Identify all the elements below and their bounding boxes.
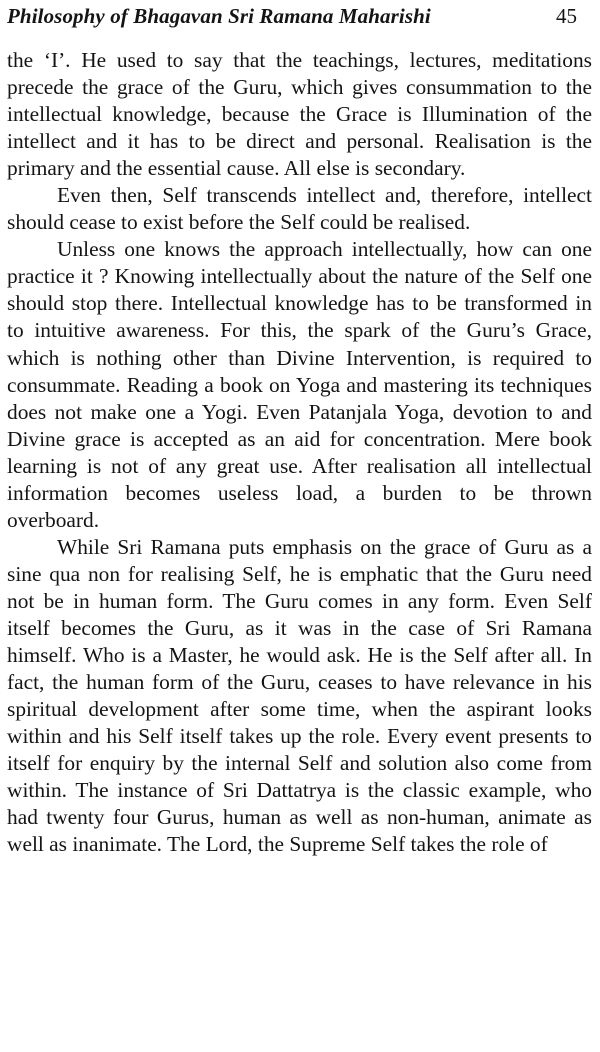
page-header [7, 4, 592, 30]
running-title: Philosophy of Bhagavan Sri Ramana Maharishi [7, 4, 431, 28]
paragraph: Unless one knows the approach intellectually, how can one practice it ? Knowing intellectually about the nature of the Self one should stop there. Intellectual knowledge has to be transformed in to intuitive awareness. For this, the spark of the Guru’s Grace, which is nothing other than Divine Intervention, is required to consummate. Reading a book on Yoga and mastering its techniques does not make one a Yogi. Even Patanjala Yoga, devotion to and Divine grace is accepted as an aid for concentration. Mere book learning is not of any great use. After realisation all intellectual information becomes useless load, a burden to be thrown overboard. [7, 237, 592, 532]
body-text [7, 47, 592, 858]
paragraph: While Sri Ramana puts emphasis on the grace of Guru as a sine qua non for realising Self, he is emphatic that the Guru need not be in human form. The Guru comes in any form. Even Self itself becomes the Guru, as it was in the case of Sri Ramana himself. Who is a Master, he would ask. He is the Self after all. In fact, the human form of the Guru, ceases to have relevance in his spiritual development after some time, when the aspirant looks within and his Self itself takes up the role. Every event presents to itself for enquiry by the internal Self and solution also come from within. The instance of Sri Dattatrya is the classic example, who had twenty four Gurus, human as well as non-human, animate as well as inanimate. The Lord, the Supreme Self takes the role of [7, 534, 592, 857]
page-number: 45 [556, 4, 577, 28]
paragraph: Even then, Self transcends intellect and, therefore, intellect should cease to exist before the Self could be realised. [7, 183, 592, 235]
paragraph-continuation: the ‘I’. He used to say that the teachings, lectures, meditations precede the grace of the Guru, which gives consummation to the intellectual knowledge, because the Grace is Illumination of the intellect and it has to be direct and personal. Realisation is the primary and the essential cause. All else is secondary. [7, 48, 592, 181]
